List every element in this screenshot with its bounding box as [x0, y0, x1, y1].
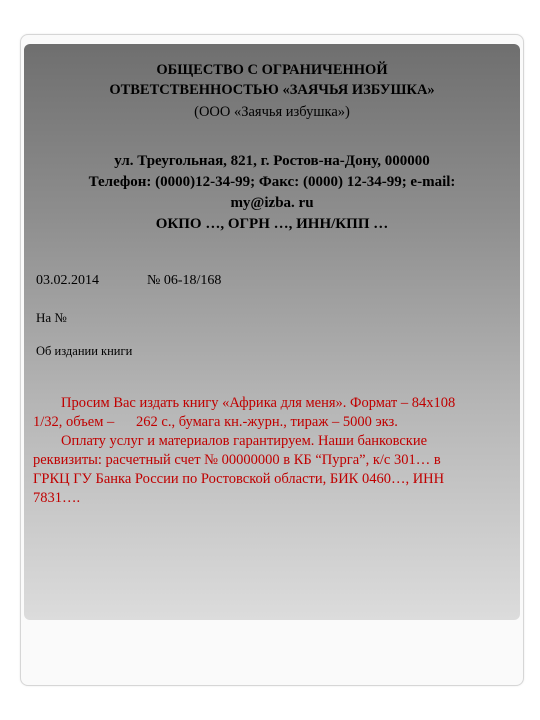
- phone-fax-line: Телефон: (0000)12-34-99; Факс: (0000) 12-34-99; e-mail:: [88, 174, 456, 190]
- registry-codes-line: ОКПО …, ОГРН …, ИНН/КПП …: [155, 216, 389, 232]
- address-line: ул. Треугольная, 821, г. Ростов-на-Дону, 000000: [114, 153, 430, 169]
- body-line-5: ГРКЦ ГУ Банка России по Ростовской области, БИК 0460…, ИНН: [33, 471, 445, 487]
- body-line-3: Оплату услуг и материалов гарантируем. Наши банковские: [61, 433, 428, 449]
- in-reply-to: На №: [36, 310, 67, 325]
- letter-slide: [24, 44, 520, 620]
- body-line-4: реквизиты: расчетный счет № 00000000 в КБ “Пурга”, к/с 301… в: [33, 452, 441, 468]
- contact-details: [24, 151, 520, 235]
- org-name-line-1: ОБЩЕСТВО С ОГРАНИЧЕННОЙ: [156, 62, 388, 78]
- org-short-name: (ООО «Заячья избушка»): [194, 104, 350, 120]
- letter-body: [33, 394, 513, 508]
- body-line-6: 7831….: [33, 490, 81, 506]
- letter-number: № 06-18/168: [147, 273, 222, 288]
- body-line-1: Просим Вас издать книгу «Африка для меня». Формат – 84х108: [61, 395, 456, 411]
- email-line: my@izba. ru: [230, 195, 314, 211]
- letter-date: 03.02.2014: [36, 273, 99, 288]
- letterhead: [24, 60, 520, 122]
- letter-subject: Об издании книги: [36, 344, 133, 358]
- org-name-line-2: ОТВЕТСТВЕННОСТЬЮ «ЗАЯЧЬЯ ИЗБУШКА»: [109, 82, 435, 98]
- body-line-2: 1/32, объем – 262 с., бумага кн.-журн., тираж – 5000 экз.: [33, 414, 398, 430]
